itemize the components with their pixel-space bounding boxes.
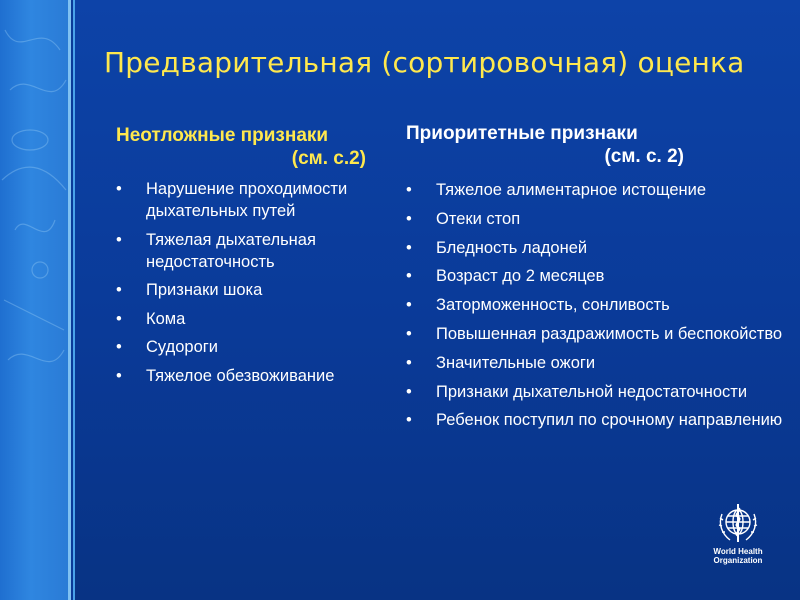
list-item: • Тяжелая дыхательная недостаточность — [116, 229, 396, 273]
who-logo-line: World Health — [713, 547, 763, 556]
list-item: • Кома — [116, 308, 396, 330]
who-logo-text — [708, 547, 768, 565]
who-logo-line: Organization — [713, 556, 763, 565]
list-item: • Бледность ладоней — [406, 237, 786, 259]
list-item: • Повышенная раздражимость и беспокойство — [406, 323, 786, 345]
urgent-signs-column — [116, 124, 396, 393]
priority-signs-column — [406, 122, 786, 438]
list-item: • Возраст до 2 месяцев — [406, 265, 786, 287]
priority-signs-heading — [406, 122, 786, 168]
list-item: • Отеки стоп — [406, 208, 786, 230]
who-logo — [708, 500, 768, 565]
list-item: • Нарушение проходимости дыхательных путей — [116, 178, 396, 222]
list-item: • Признаки дыхательной недостаточности — [406, 381, 786, 403]
urgent-signs-heading — [116, 124, 396, 170]
decorative-stripe — [73, 0, 75, 600]
priority-signs-page-ref: (см. с. 2) — [604, 146, 684, 167]
list-item: • Признаки шока — [116, 279, 396, 301]
decorative-sketch-icon — [0, 0, 68, 600]
urgent-signs-heading-text: Неотложные признаки — [116, 125, 329, 146]
list-item: • Заторможенность, сонливость — [406, 294, 786, 316]
list-item: • Тяжелое обезвоживание — [116, 365, 396, 387]
who-emblem-icon — [716, 500, 760, 544]
list-item: • Тяжелое алиментарное истощение — [406, 179, 786, 201]
slide-title: Предварительная (сортировочная) оценка — [104, 46, 745, 79]
priority-signs-list — [406, 179, 786, 431]
decorative-left-band — [0, 0, 68, 600]
urgent-signs-page-ref: (см. с.2) — [291, 148, 366, 169]
priority-signs-heading-text: Приоритетные признаки — [406, 123, 638, 144]
list-item: • Судороги — [116, 336, 396, 358]
list-item: • Значительные ожоги — [406, 352, 786, 374]
urgent-signs-list — [116, 178, 396, 387]
list-item: • Ребенок поступил по срочному направлению — [406, 409, 786, 431]
